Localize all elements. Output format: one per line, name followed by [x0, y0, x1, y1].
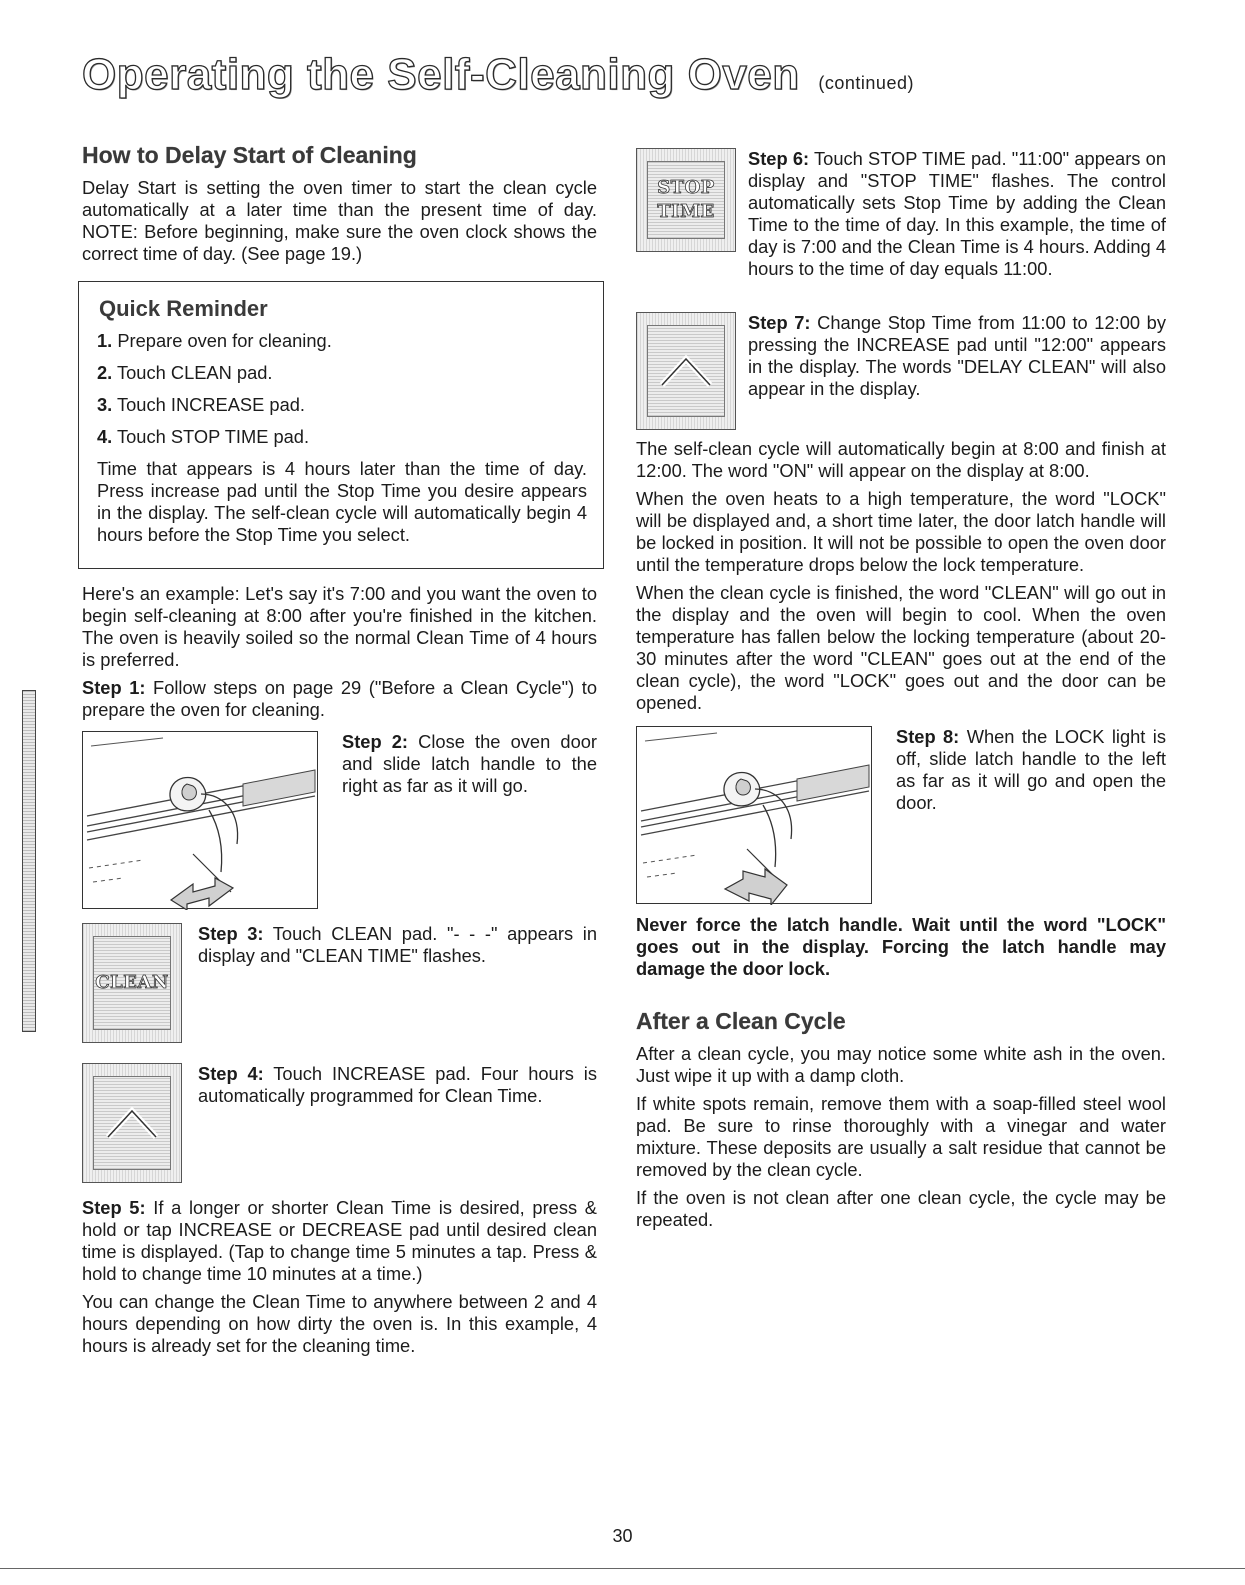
quick-reminder-list: [97, 330, 587, 448]
increase-pad-illustration-2: [636, 312, 736, 430]
step-2-label: Step 2:: [342, 731, 409, 752]
step-2-row: [82, 731, 597, 909]
step-4-label: Step 4:: [198, 1063, 264, 1084]
step-5-label: Step 5:: [82, 1197, 146, 1218]
reminder-item: [97, 330, 587, 352]
latch-right-illustration: [82, 731, 318, 909]
step-6-label: Step 6:: [748, 148, 810, 169]
step-2: [342, 731, 597, 797]
step-7-text: Change Stop Time from 11:00 to 12:00 by pressing the INCREASE pad until "12:00" appears in the display. The words "DELAY CLEAN" will also appear in the display.: [748, 312, 1166, 399]
increase-pad-face: [93, 1076, 171, 1170]
step-8-label: Step 8:: [896, 726, 960, 747]
step-6: [748, 148, 1166, 280]
left-column: [82, 142, 597, 1363]
reminder-item-number: 2.: [97, 362, 113, 383]
reminder-item-number: 1.: [97, 330, 113, 351]
reminder-item-text: Prepare oven for cleaning.: [117, 330, 332, 351]
step-7-label: Step 7:: [748, 312, 811, 333]
step-3: [198, 923, 597, 967]
step-6-row: [636, 148, 1166, 286]
quick-reminder-note: Time that appears is 4 hours later than the time of day. Press increase pad until the Stop Time you desire appears in the display. The self-clean cycle will automatically begin 4 hours before the Stop Time you select.: [97, 458, 587, 545]
step-3-label: Step 3:: [198, 923, 264, 944]
stop-time-pad-line-1: STOP: [657, 177, 715, 198]
reminder-item-text: Touch CLEAN pad.: [117, 362, 273, 383]
latch-left-drawing: [637, 727, 873, 905]
step-6-text: Touch STOP TIME pad. "11:00" appears on display and "STOP TIME" flashes. The control automatically sets Stop Time by adding the Clean Time to the time of day. In this example, the time of day is 7:00 and the Clean Time is 4 hours. Adding 4 hours to the time of day equals 11:00.: [748, 148, 1166, 279]
reminder-item-number: 4.: [97, 426, 113, 447]
page-title-text: Operating the Self-Cleaning Oven: [82, 50, 800, 99]
step-5: [82, 1197, 597, 1285]
step-8-text: When the LOCK light is off, slide latch handle to the left as far as it will go and open the door.: [896, 726, 1166, 813]
step-4: [198, 1063, 597, 1107]
reminder-item-text: Touch STOP TIME pad.: [117, 426, 310, 447]
stop-time-pad-illustration: [636, 148, 736, 252]
page-title: [82, 50, 914, 100]
reminder-item: [97, 394, 587, 416]
increase-pad-illustration: [82, 1063, 182, 1183]
reminder-item-text: Touch INCREASE pad.: [117, 394, 305, 415]
step-8-row: [636, 726, 1166, 904]
increase-arrow-icon: [102, 1103, 162, 1143]
step-5-more: You can change the Clean Time to anywhere between 2 and 4 hours depending on how dirty the oven is. In this example, 4 hours is already set for the cleaning time.: [82, 1291, 597, 1356]
step-4-row: [82, 1063, 597, 1183]
step-4-text-block: [182, 1063, 597, 1113]
latch-left-illustration: [636, 726, 872, 904]
clean-pad-face: [93, 936, 171, 1030]
step-3-text-block: [182, 923, 597, 973]
reminder-item: [97, 362, 587, 384]
page-number: 30: [612, 1526, 633, 1546]
delay-start-intro: Delay Start is setting the oven timer to start the clean cycle automatically at a later time than the present time of day. NOTE: Before beginning, make sure the oven clock shows the correct time of day. (See page 19.): [82, 177, 597, 264]
stop-time-pad-line-2: TIME: [657, 201, 715, 222]
step-7-row: [636, 312, 1166, 430]
clean-finished-paragraph: When the clean cycle is finished, the word "CLEAN" will go out in the display and the oven will begin to cool. When the oven temperature has fallen below the locking temperature (about 20-30 minutes after the word "CLEAN" goes out at the end of the clean cycle), the word "LOCK" goes out and the door can be opened.: [636, 582, 1166, 713]
step-3-text: Touch CLEAN pad. "- - -" appears in display and "CLEAN TIME" flashes.: [198, 923, 597, 966]
step-6-text-block: [740, 148, 1166, 286]
after-clean-paragraph-1: After a clean cycle, you may notice some white ash in the oven. Just wipe it up with a damp cloth.: [636, 1043, 1166, 1086]
clean-pad-illustration: [82, 923, 182, 1043]
step-8-text-block: [872, 726, 1166, 820]
example-paragraph: Here's an example: Let's say it's 7:00 and you want the oven to begin self-cleaning at 8:00 after you're finished in the kitchen. The oven is heavily soiled so the normal Clean Time of 4 hours is preferred.: [82, 583, 597, 670]
step-8: [896, 726, 1166, 814]
delay-begin-paragraph: The self-clean cycle will automatically begin at 8:00 and finish at 12:00. The word "ON" will appear on the display at 8:00.: [636, 438, 1166, 481]
step-5-text: If a longer or shorter Clean Time is desired, press & hold or tap INCREASE or DECREASE pad until desired clean time is displayed. (Tap to change time 5 minutes a tap. Press & hold to change time 10 minutes at a time.): [82, 1197, 597, 1284]
step-2-text: Close the oven door and slide latch handle to the right as far as it will go.: [342, 731, 597, 796]
reminder-item-number: 3.: [97, 394, 113, 415]
after-clean-paragraph-2: If white spots remain, remove them with a soap-filled steel wool pad. Be sure to rinse thoroughly with a vinegar and water mixture. These deposits are usually a salt residue that cannot be removed by the clean cycle.: [636, 1093, 1166, 1180]
step-7: [748, 312, 1166, 400]
after-clean-heading: After a Clean Cycle: [636, 1008, 846, 1034]
quick-reminder-box: [78, 281, 604, 569]
step-4-text: Touch INCREASE pad. Four hours is automatically programmed for Clean Time.: [198, 1063, 597, 1106]
page-title-subtitle: (continued): [818, 73, 914, 93]
bottom-rule: [0, 1568, 1245, 1569]
increase-arrow-icon: [656, 351, 716, 391]
delay-start-heading: How to Delay Start of Cleaning: [82, 142, 417, 168]
increase-pad-face-2: [647, 325, 725, 417]
step-1-text: Follow steps on page 29 ("Before a Clean Cycle") to prepare the oven for cleaning.: [82, 677, 597, 720]
clean-pad-label: CLEAN: [95, 972, 169, 993]
stop-time-pad-face: [647, 161, 725, 239]
lock-paragraph: When the oven heats to a high temperature, the word "LOCK" will be displayed and, a short time later, the door latch handle will be locked in position. It will not be possible to open the oven door until the temperature drops below the lock temperature.: [636, 488, 1166, 575]
step-3-row: [82, 923, 597, 1043]
latch-right-drawing: [83, 732, 319, 910]
step-7-text-block: [740, 312, 1166, 406]
latch-warning: Never force the latch handle. Wait until the word "LOCK" goes out in the display. Forcing the latch handle may damage the door lock.: [636, 914, 1166, 979]
reminder-item: [97, 426, 587, 448]
step-1: [82, 677, 597, 721]
right-column: [636, 148, 1166, 1237]
step-2-text-block: [318, 731, 597, 803]
after-clean-paragraph-3: If the oven is not clean after one clean cycle, the cycle may be repeated.: [636, 1187, 1166, 1230]
step-1-label: Step 1:: [82, 677, 146, 698]
quick-reminder-heading: Quick Reminder: [99, 296, 268, 321]
page-edge-tab: [22, 690, 36, 1032]
